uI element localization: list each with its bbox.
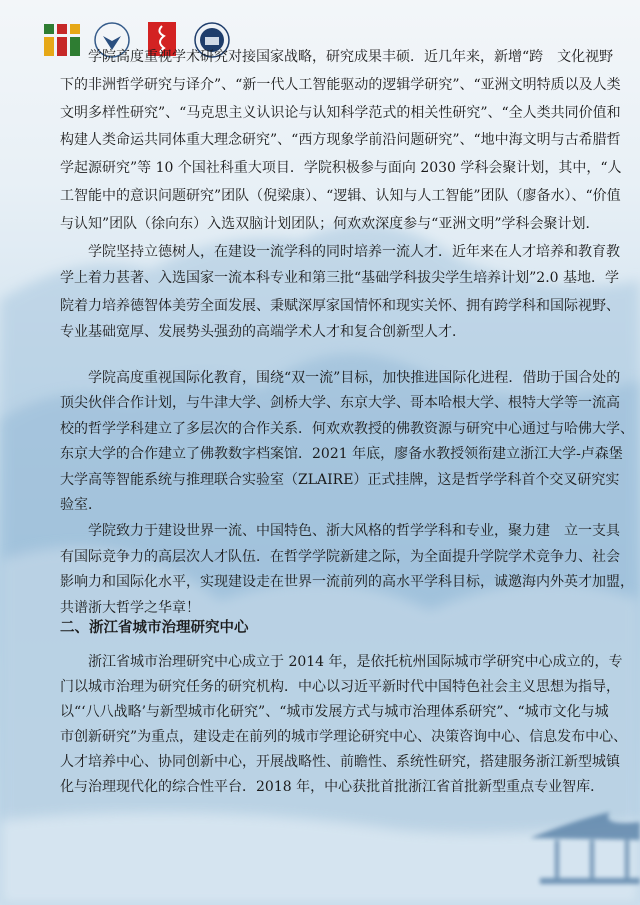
paragraph-4-line: 有国际竞争力的高层次人才队伍．在哲学学院新建之际，为全面提升学院学术竞争力、社会 (60, 549, 620, 565)
paragraph-3-line: 校的哲学学科建立了多层次的合作关系．何欢欢教授的佛教资源与研究中心通过与哈佛大学、 (60, 421, 634, 437)
logo-1 (44, 22, 80, 58)
paragraph-1-line: 工智能中的意识问题研究”团队（倪梁康）、“逻辑、认知与人工智能”团队（廖备水）、“价值 (60, 188, 621, 204)
section-paragraph-line: 化与治理现代化的综合性平台．2018 年，中心获批首批浙江省首批新型重点专业智库． (60, 779, 605, 795)
section-heading: 二、浙江省城市治理研究中心 (60, 619, 249, 636)
paragraph-3-line: 大学高等智能系统与推理联合实验室（ZLAIRE）正式挂牌，这是哲学学科首个交叉研究实 (60, 472, 620, 488)
paragraph-2-line: 院着力培养德智体美劳全面发展、秉赋深厚家国情怀和现实关怀、拥有跨学科和国际视野、 (60, 298, 620, 314)
section-paragraph-line: 门以城市治理为研究任务的研究机构．中心以习近平新时代中国特色社会主义思想为指导， (60, 679, 620, 695)
paragraph-1-line: 构建人类命运共同体重大理念研究”、“西方现象学前沿问题研究”、“地中海文明与古希腊哲 (60, 132, 621, 148)
section-paragraph-line: 以“‘八八战略’与新型城市化研究”、“城市发展方式与城市治理体系研究”、“城市文化与城 (60, 704, 609, 720)
paragraph-4-line: 共谱浙大哲学之华章！ (60, 600, 200, 616)
section-paragraph-line: 人才培养中心、协同创新中心，开展战略性、前瞻性、系统性研究，搭建服务浙江新型城镇 (60, 754, 620, 770)
paragraph-3-line: 验室． (60, 497, 102, 513)
paragraph-2-line: 专业基础宽厚、发展势头强劲的高端学术人才和复合创新型人才． (60, 324, 466, 340)
paragraph-3-line: 东京大学的合作建立了佛教数字档案馆．2021 年底，廖备水教授领衔建立浙江大学-卢森堡 (60, 446, 623, 462)
paragraph-1-line: 学起源研究”等 10 个国社科重大项目．学院积极参与面向 2030 学科会聚计划，其中，“人 (60, 160, 622, 176)
paragraph-1-line: 下的非洲哲学研究与译介”、“新一代人工智能驱动的逻辑学研究”、“亚洲文明特质以及人类 (60, 77, 621, 93)
section-paragraph-line: 市创新研究”为重点，建设走在前列的城市学理论研究中心、决策咨询中心、信息发布中心、 (60, 729, 628, 745)
paragraph-3-line: 顶尖伙伴合作计划，与牛津大学、剑桥大学、东京大学、哥本哈根大学、根特大学等一流高 (60, 395, 620, 411)
section-paragraph-line: 浙江省城市治理研究中心成立于 2014 年，是依托杭州国际城市学研究中心成立的，专 (88, 654, 623, 670)
paragraph-1-line: 与认知”团队（徐向东）入选双脑计划团队；何欢欢深度参与“亚洲文明”学科会聚计划． (60, 216, 600, 232)
paragraph-4-line: 学院致力于建设世界一流、中国特色、浙大风格的哲学学科和专业，聚力建 立一支具 (88, 523, 620, 539)
paragraph-2-line: 学院坚持立德树人，在建设一流学科的同时培养一流人才．近年来在人才培养和教育教 (88, 244, 620, 260)
paragraph-4-line: 影响力和国际化水平，实现建设走在世界一流前列的高水平学科目标，诚邀海内外英才加盟， (60, 574, 634, 590)
paragraph-1-line: 文明多样性研究”、“马克思主义认识论与认知科学范式的相关性研究”、“全人类共同价值和 (60, 105, 621, 121)
paragraph-3-line: 学院高度重视国际化教育，围绕“双一流”目标，加快推进国际化进程．借助于国合处的 (88, 370, 621, 386)
paragraph-2-line: 学上着力甚著、入选国家一流本科专业和第三批“基础学科拔尖学生培养计划”2.0 基地．学 (60, 270, 620, 286)
paragraph-1-line: 学院高度重视学术研究对接国家战略，研究成果丰硕．近几年来，新增“跨 文化视野 (88, 49, 614, 65)
